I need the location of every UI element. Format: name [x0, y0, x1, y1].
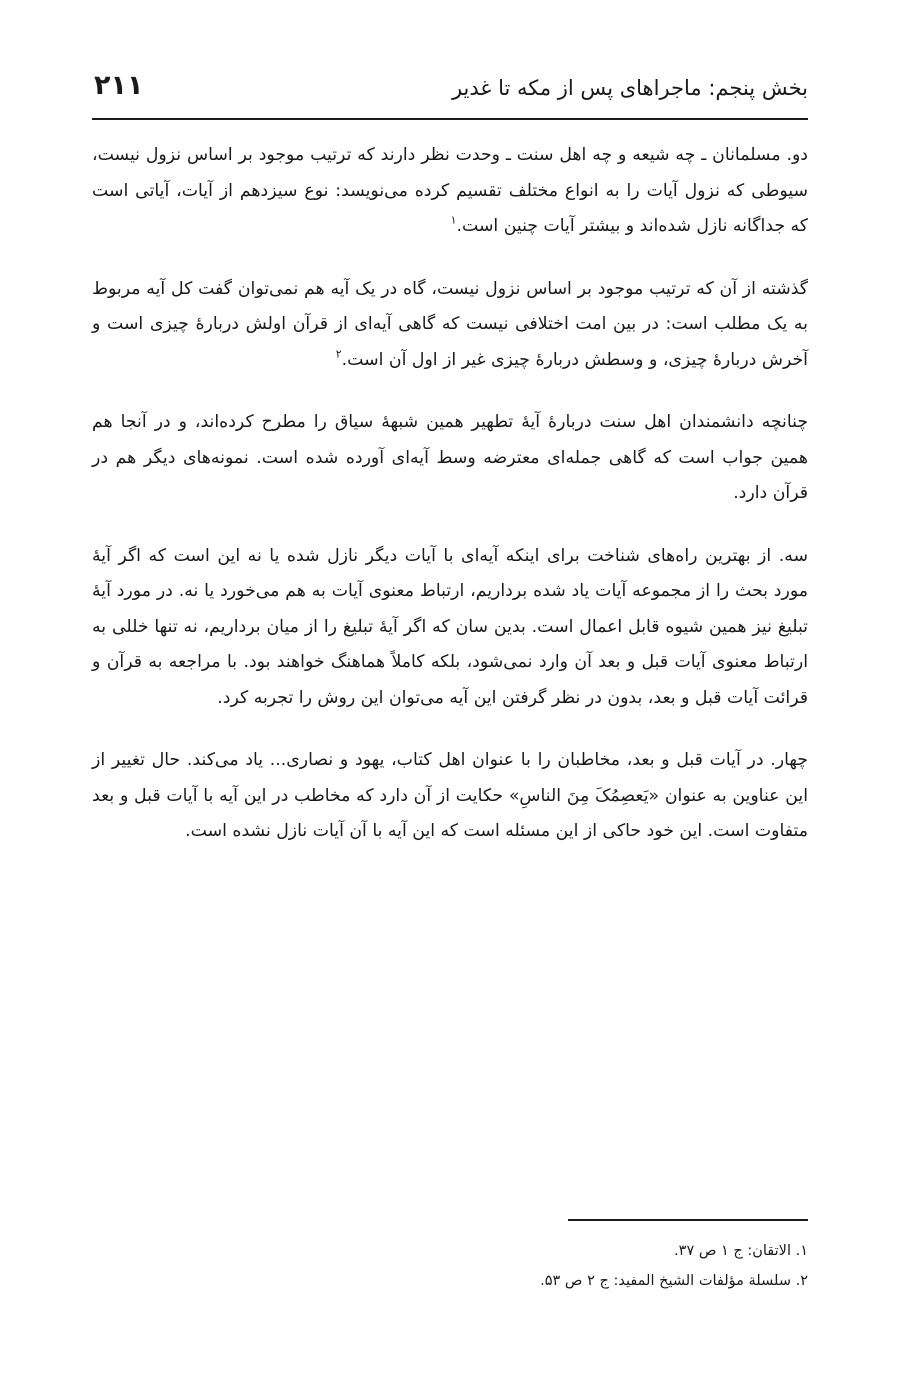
paragraph-text: دو. مسلمانان ـ چه شیعه و چه اهل سنت ـ وحدت نظر دارند که ترتیب موجود بر اساس نزول نیست، سیوطی که نزول آیات را به انواع مختلف تقسیم کرده می‌نویسد: نوع سیزدهم از آیات، آیاتی است که جداگانه نازل شده‌اند و بیشتر آیات چنین است. [92, 145, 808, 236]
paragraph [92, 272, 808, 379]
paragraph-text: سه. از بهترین راه‌های شناخت برای اینکه آیه‌ای با آیات دیگر نازل شده یا نه این است که اگر آیهٔ مورد بحث را از مجموعه آیات یاد شده برداریم، ارتباط معنوی آیات به هم می‌خورد یا نه. در مورد آیهٔ تبلیغ نیز همین شیوه قابل اعمال است. بدین سان که اگر آیهٔ تبلیغ را از میان برداریم، نه تنها خللی به ارتباط معنوی آیات قبل و بعد آن وارد نمی‌شود، بلکه کاملاً هماهنگ خواهند بود. با مراجعه به قرآن و قرائت آیات قبل و بعد، بدون در نظر گرفتن این آیه می‌توان این روش را تجربه کرد. [92, 545, 808, 708]
page-header [92, 62, 808, 120]
paragraph [92, 743, 808, 850]
footnote-divider [568, 1219, 808, 1221]
page-number: ۲۱۱ [94, 70, 144, 101]
footnote-reference: ۲ [335, 346, 342, 360]
footnote-reference: ۱ [450, 213, 457, 227]
paragraph [92, 539, 808, 717]
paragraph-text: چنانچه دانشمندان اهل سنت دربارهٔ آیهٔ تطهیر همین شبههٔ سیاق را مطرح کرده‌اند، و در آنجا هم همین جواب است که گاهی جمله‌ای معترضه وسط آیه‌ای آورده شده است. نمونه‌های دیگر هم در قرآن دارد. [92, 412, 808, 503]
footnote: ۱. الاتقان: ج ۱ ص ۳۷. [674, 1243, 808, 1259]
paragraph-text: گذشته از آن که ترتیب موجود بر اساس نزول نیست، گاه در یک آیه هم نمی‌توان گفت کل آیه مربوط به یک مطلب است: در بین امت اختلافی نیست که گاهی آیه‌ای از قرآن اولش دربارهٔ چیزی است و آخرش دربارهٔ چیزی، و وسطش دربارهٔ چیزی غیر از اول آن است. [92, 278, 808, 370]
paragraph [92, 138, 808, 245]
footnote: ۲. سلسلة مؤلفات الشيخ المفيد: ج ۲ ص ۵۳. [540, 1273, 808, 1289]
paragraph [92, 405, 808, 512]
paragraph-text: چهار. در آیات قبل و بعد، مخاطبان را با عنوان اهل کتاب، یهود و نصاری... یاد می‌کند. حال تغییر از این عناوین به عنوان «يَعصِمُکَ مِنَ الناسِ» حکایت از آن دارد که مخاطب در این آیه با آیات قبل و بعد متفاوت است. این خود حاکی از این مسئله است که این آیه با آن آیات نازل نشده است. [92, 750, 808, 841]
body-text [92, 138, 808, 850]
footnotes [92, 1236, 808, 1296]
running-title: بخش پنجم: ماجراهای پس از مکه تا غدیر [451, 76, 808, 100]
